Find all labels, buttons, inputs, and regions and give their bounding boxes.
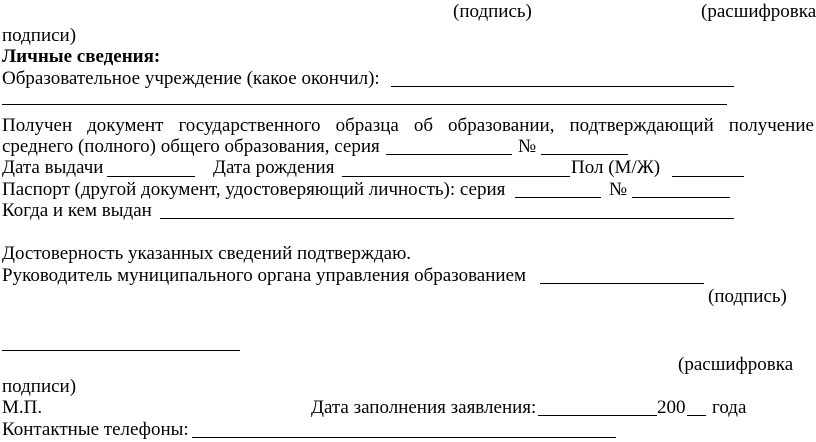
fill-date-field[interactable] bbox=[538, 415, 657, 416]
signature-decode-caption-cont: подписи) bbox=[2, 25, 77, 46]
signature-caption: (подпись) bbox=[453, 1, 532, 22]
document-word: Получен bbox=[2, 115, 73, 136]
document-statement-line bbox=[2, 116, 814, 136]
document-word: образца bbox=[335, 115, 399, 136]
year-suffix-field[interactable] bbox=[687, 415, 706, 416]
passport-series-field[interactable] bbox=[515, 197, 601, 198]
passport-number-field[interactable] bbox=[632, 197, 730, 198]
signature-decode-caption: (расшифровка bbox=[701, 1, 816, 22]
document-series-field[interactable] bbox=[386, 154, 512, 155]
issued-by-field[interactable] bbox=[160, 218, 734, 219]
signature-caption: (подпись) bbox=[708, 286, 787, 307]
document-word: получение bbox=[728, 115, 814, 136]
phones-label: Контактные телефоны: bbox=[2, 419, 189, 440]
year-prefix: 200 bbox=[657, 397, 686, 418]
document-number-sign: № bbox=[518, 136, 537, 157]
issued-by-label: Когда и кем выдан bbox=[2, 200, 152, 221]
fill-date-label: Дата заполнения заявления: bbox=[311, 397, 537, 418]
birth-date-field[interactable] bbox=[342, 176, 570, 177]
document-word: подтверждающий bbox=[569, 115, 714, 136]
signature-decode-caption-cont: подписи) bbox=[2, 376, 77, 397]
passport-number-sign: № bbox=[609, 179, 628, 200]
document-word: документ bbox=[87, 115, 164, 136]
document-word: государственного bbox=[178, 115, 321, 136]
signature-decode-field[interactable] bbox=[2, 350, 240, 351]
document-word: об bbox=[413, 115, 434, 136]
document-word: образовании, bbox=[448, 115, 555, 136]
stamp-label: М.П. bbox=[2, 397, 43, 418]
head-signature-field[interactable] bbox=[540, 283, 704, 284]
year-word: года bbox=[712, 397, 747, 418]
phones-field[interactable] bbox=[192, 437, 616, 438]
institution-field-cont[interactable] bbox=[2, 104, 727, 105]
sex-label: Пол (М/Ж) bbox=[571, 157, 661, 178]
document-number-field[interactable] bbox=[541, 154, 628, 155]
signature-decode-caption: (расшифровка bbox=[678, 354, 794, 375]
document-series-label: среднего (полного) общего образования, серия bbox=[2, 136, 380, 157]
issue-date-label: Дата выдачи bbox=[2, 157, 104, 178]
sex-field[interactable] bbox=[672, 176, 744, 177]
passport-label: Паспорт (другой документ, удостоверяющий личность): серия bbox=[2, 179, 506, 200]
head-of-authority-label: Руководитель муниципального органа управления образованием bbox=[2, 265, 527, 286]
birth-date-label: Дата рождения bbox=[213, 157, 335, 178]
institution-field[interactable] bbox=[391, 86, 734, 87]
personal-info-heading: Личные сведения: bbox=[2, 46, 161, 67]
confirmation-text: Достоверность указанных сведений подтверждаю. bbox=[2, 243, 412, 264]
issue-date-field[interactable] bbox=[107, 176, 195, 177]
institution-label: Образовательное учреждение (какое окончил): bbox=[2, 68, 380, 89]
